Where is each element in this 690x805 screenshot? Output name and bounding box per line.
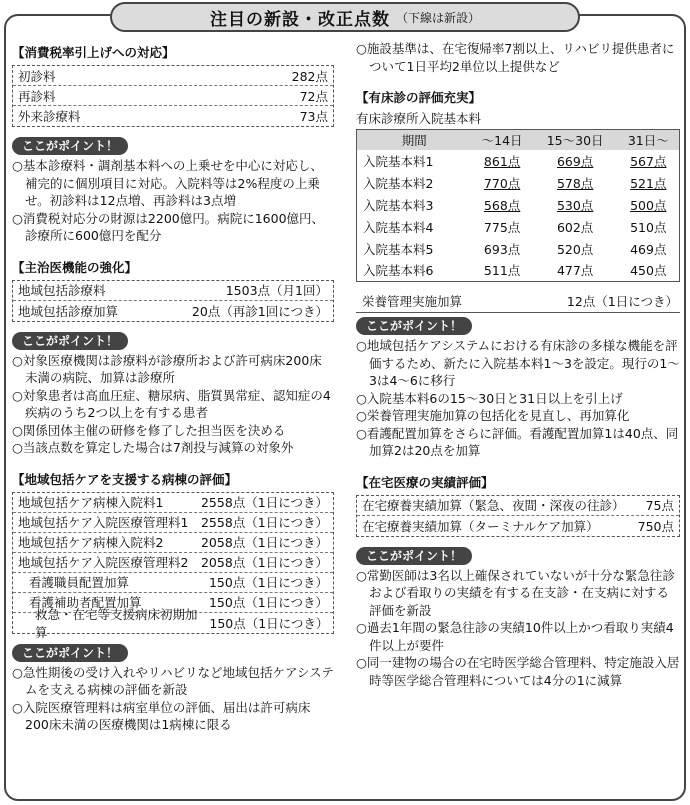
fee-label: 看護職員配置加算 <box>29 575 130 590</box>
fee-label: 地域包括診療加算 <box>18 303 119 319</box>
row-label: 入院基本料5 <box>363 241 434 257</box>
fee-box <box>12 280 334 322</box>
table-cell <box>472 194 533 216</box>
fee-row <box>13 513 333 533</box>
section-subheading: 有床診療所入院基本料 <box>356 111 482 126</box>
row-label: 入院基本料3 <box>363 197 434 213</box>
point-item: ○過去1年間の緊急往診の実績10件以上かつ看取り実績4件以上が要件 <box>356 620 674 653</box>
fee-value: 20点（再診1回につき） <box>191 303 328 319</box>
fee-value: 2558点（1日につき） <box>200 515 328 530</box>
page-title-banner <box>110 2 580 32</box>
point-badge: ここがポイント！ <box>12 644 128 662</box>
fee-value: 75点 <box>645 498 674 513</box>
fee-row <box>13 573 333 593</box>
fee-value: 282点 <box>291 68 328 84</box>
table-cell <box>533 238 618 260</box>
column-header: ～14日 <box>472 130 533 150</box>
point-item: ○急性期後の受け入れやリハビリなど地域包括ケアシステムを支える病棟の評価を新設 <box>12 664 334 697</box>
cell-value: 669点 <box>556 153 594 169</box>
fee-row <box>13 86 333 106</box>
table-cell <box>472 150 533 172</box>
fee-label: 地域包括ケア入院医療管理料1 <box>18 515 189 530</box>
column-header: 15～30日 <box>533 130 618 150</box>
point-item: ○施設基準は、在宅復帰率7割以上、リハビリ提供患者について1日平均2単位以上提供など <box>356 41 675 74</box>
table-row <box>357 216 680 238</box>
page-subtitle: （下線は新設） <box>395 10 480 25</box>
cell-value: 861点 <box>483 153 521 169</box>
section-heading: 【地域包括ケアを支援する病棟の評価】 <box>12 471 238 487</box>
cell-value: 520点 <box>556 241 594 257</box>
left-column <box>12 40 334 734</box>
cell-value: 693点 <box>483 241 521 257</box>
point-item: ○入院医療管理料は病室単位の評価、届出は許可病床200床未満の医療機関は1病棟に限る <box>12 699 311 732</box>
table-cell <box>618 172 680 194</box>
point-list <box>12 352 334 457</box>
row-label: 入院基本料2 <box>363 175 434 191</box>
fee-value: 1503点（月1回） <box>225 283 328 298</box>
column-header: 31日～ <box>618 130 680 150</box>
point-list-continued <box>356 40 680 75</box>
table-cell <box>533 150 618 172</box>
table-cell <box>472 260 533 282</box>
cell-value: 775点 <box>483 219 521 235</box>
fee-value: 73点 <box>299 109 328 124</box>
point-item: ○常勤医師は3名以上確保されていないが十分な緊急往診および看取りの実績を有する在支診・在支病に対する評価を新設 <box>356 567 675 618</box>
point-item: ○消費税対応分の財源は2200億円。病院に1600億円、診療所に600億円を配分 <box>12 210 325 243</box>
table-cell <box>618 216 680 238</box>
fee-box <box>356 495 680 537</box>
cell-value: 567点 <box>630 153 667 169</box>
table-header-row <box>357 130 680 150</box>
fee-label: 再診料 <box>18 88 56 104</box>
cell-value: 510点 <box>630 219 667 235</box>
point-item: ○看護配置加算をさらに評価。看護配置加算1は40点、同加算2は20点を加算 <box>356 425 679 458</box>
table-cell <box>533 260 618 282</box>
table-cell <box>618 194 680 216</box>
point-badge: ここがポイント！ <box>12 332 128 350</box>
fee-value: 150点（1日につき） <box>208 575 328 590</box>
fee-label: 栄養管理実施加算 <box>362 294 463 309</box>
fee-label: 在宅療養実績加算（ターミナルケア加算） <box>362 518 599 534</box>
table-cell <box>472 216 533 238</box>
section-heading: 【有床診の評価充実】 <box>356 90 482 105</box>
fee-label: 外来診療料 <box>18 109 81 124</box>
nutrition-addition-row <box>356 292 680 313</box>
point-item: ○地域包括ケアシステムにおける有床診の多様な機能を評価するため、新たに入院基本料1～3を設定。現行の1～3は4～6に移行 <box>356 338 680 388</box>
fee-value: 150点（1日につき） <box>208 595 328 610</box>
fee-row <box>13 533 333 553</box>
fee-label: 在宅療養実績加算（緊急、夜間・深夜の往診） <box>362 498 625 513</box>
cell-value: 568点 <box>483 197 521 213</box>
table-cell <box>472 172 533 194</box>
cell-value: 450点 <box>630 263 667 279</box>
section-heading: 【主治医機能の強化】 <box>12 259 138 275</box>
fee-value: 2058点（1日につき） <box>200 555 328 570</box>
table-cell <box>618 150 680 172</box>
section-heading: 【消費税率引上げへの対応】 <box>12 45 175 60</box>
fee-label: 地域包括ケア入院医療管理料2 <box>18 555 189 570</box>
cell-value: 477点 <box>556 263 594 279</box>
fee-label: 地域包括ケア病棟入院料2 <box>18 535 164 550</box>
column-header: 期間 <box>357 130 472 150</box>
fee-label: 看護補助者配置加算 <box>29 595 142 610</box>
row-label: 入院基本料4 <box>363 219 434 235</box>
point-list <box>356 337 680 460</box>
table-cell <box>533 216 618 238</box>
cell-value: 469点 <box>630 241 667 257</box>
point-list <box>12 664 334 734</box>
table-row <box>357 260 680 282</box>
table-row <box>357 150 680 172</box>
fee-row <box>13 301 333 321</box>
point-list <box>356 567 680 690</box>
point-item: ○対象患者は高血圧症、糖尿病、脂質異常症、認知症の4疾病のうち2つ以上を有する患者 <box>12 387 331 420</box>
fee-row <box>13 66 333 86</box>
fee-box <box>12 492 334 640</box>
row-label: 入院基本料1 <box>363 153 434 169</box>
cell-value: 578点 <box>556 175 594 191</box>
fee-label: 地域包括ケア病棟入院料1 <box>18 495 164 510</box>
cell-value: 602点 <box>556 219 594 235</box>
fee-value: 72点 <box>299 88 328 104</box>
point-badge: ここがポイント！ <box>356 547 472 565</box>
cell-value: 500点 <box>630 197 667 213</box>
table-row <box>357 194 680 216</box>
row-label: 入院基本料6 <box>363 263 434 279</box>
fee-value: 12点（1日につき） <box>566 294 678 309</box>
fee-row <box>13 606 333 640</box>
point-item: ○関係団体主催の研修を修了した担当医を決める <box>12 422 286 438</box>
point-badge: ここがポイント！ <box>12 137 128 155</box>
fee-row <box>13 281 333 301</box>
page-title: 注目の新設・改正点数 <box>209 9 390 30</box>
point-item: ○栄養管理実施加算の包括化を見直し、再加算化 <box>356 408 630 423</box>
fee-row <box>13 106 333 126</box>
bed-fee-table <box>356 129 680 282</box>
table-cell <box>618 238 680 260</box>
fee-value: 750点 <box>637 518 674 534</box>
fee-label: 救急・在宅等支援病床初期加算 <box>35 606 198 640</box>
table-row <box>357 238 680 260</box>
fee-row <box>13 493 333 513</box>
fee-label: 初診料 <box>18 68 56 84</box>
table-cell <box>472 238 533 260</box>
point-item: ○基本診療料・調剤基本料への上乗せを中心に対応し、補完的に個別項目に対応。入院料等は2%程度の上乗せ。初診料は12点増、再診料は3点増 <box>12 158 323 208</box>
point-item: ○対象医療機関は診療料が診療所および許可病床200床未満の病院、加算は診療所 <box>12 352 322 385</box>
point-item: ○入院基本料6の15～30日と31日以上を引上げ <box>356 390 623 406</box>
table-row <box>357 172 680 194</box>
cell-value: 521点 <box>630 175 667 191</box>
table-cell <box>533 172 618 194</box>
cell-value: 511点 <box>483 263 521 279</box>
fee-value: 2558点（1日につき） <box>200 495 328 510</box>
fee-label: 地域包括診療料 <box>18 283 106 298</box>
fee-row <box>357 496 679 516</box>
table-cell <box>533 194 618 216</box>
cell-value: 770点 <box>483 175 521 191</box>
fee-value: 150点（1日につき） <box>209 615 329 631</box>
fee-row <box>13 553 333 573</box>
cell-value: 530点 <box>556 197 594 213</box>
point-list <box>12 157 334 245</box>
point-item: ○当該点数を算定した場合は7剤投与減算の対象外 <box>12 440 294 455</box>
fee-value: 2058点（1日につき） <box>200 535 328 550</box>
section-heading: 【在宅医療の実績評価】 <box>356 474 494 490</box>
fee-row <box>357 516 679 536</box>
right-column <box>356 40 680 689</box>
fee-box <box>12 65 334 127</box>
point-badge: ここがポイント！ <box>356 317 472 335</box>
point-item: ○同一建物の場合の在宅時医学総合管理料、特定施設入居時等医学総合管理料については4分の1に減算 <box>356 655 680 688</box>
table-cell <box>618 260 680 282</box>
